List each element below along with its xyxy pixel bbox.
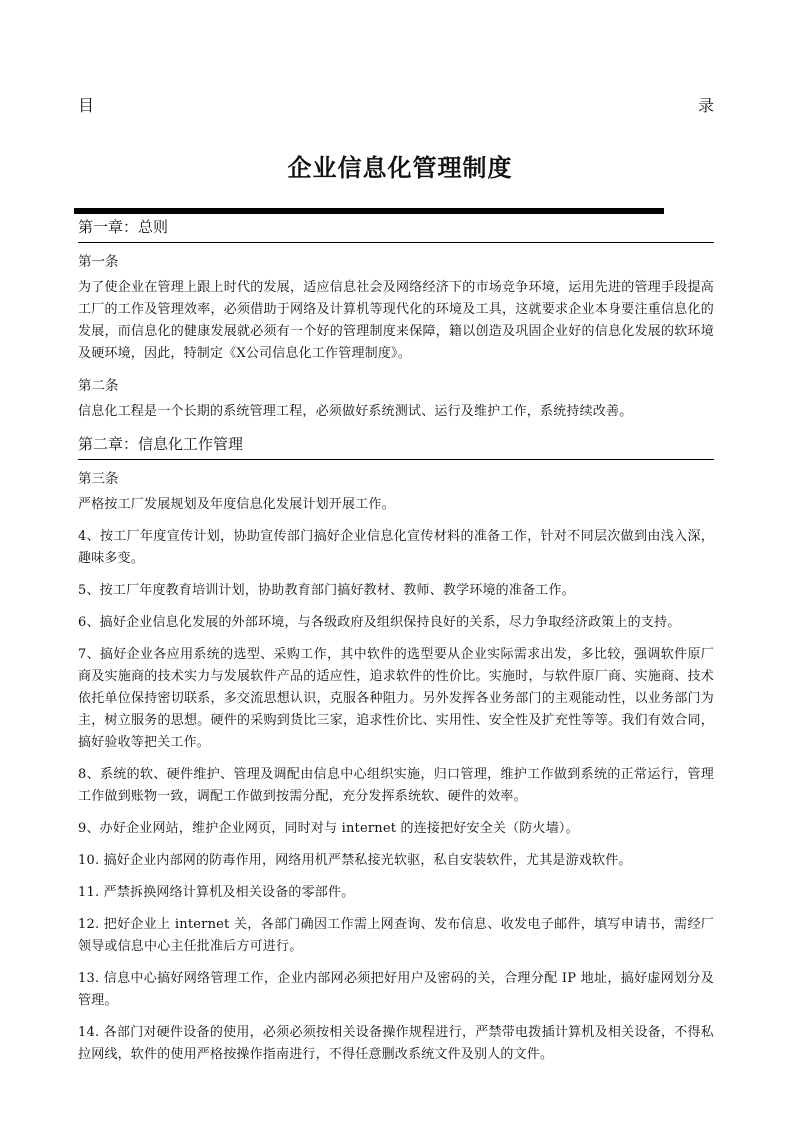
- table-of-contents-header: [78, 93, 714, 115]
- list-item: 10. 搞好企业内部网的防毒作用，网络用机严禁私接光软驱，私自安装软件，尤其是游戏软件。: [78, 853, 632, 868]
- toc-right-char: 录: [697, 96, 714, 115]
- list-item: 12. 把好企业上 internet 关，各部门确因工作需上网查询、发布信息、收发电子邮件，填写申请书，需经厂领导或信息中心主任批准后方可进行。: [78, 917, 714, 954]
- article-1-text: 为了使企业在管理上跟上时代的发展，适应信息社会及网络经济下的市场竞争环境，运用先进的管理手段提高工厂的工作及管理效率，必须借助于网络及计算机等现代化的环境及工具，这就要求企业本身要注重信息化的发展，而信息化的健康发展就必须有一个好的管理制度来保障，籍以创造及巩固企业好的信息化发展的软环境及硬环境，因此，特制定《X公司信息化工作管理制度》。: [78, 280, 714, 361]
- article-2-label: 第二条: [78, 378, 119, 394]
- list-item: 13. 信息中心搞好网络管理工作，企业内部网必须把好用户及密码的关，合理分配 IP 地址，搞好虚网划分及管理。: [78, 971, 714, 1008]
- title-divider: [74, 208, 664, 214]
- article-2-text: 信息化工程是一个长期的系统管理工程，必须做好系统测试、运行及维护工作，系统持续改善。: [78, 404, 633, 419]
- list-item: 9、办好企业网站，维护企业网页，同时对与 internet 的连接把好安全关（防火墙）。: [78, 821, 579, 836]
- list-item: 6、搞好企业信息化发展的外部环境，与各级政府及组织保持良好的关系，尽力争取经济政策上的支持。: [78, 615, 681, 630]
- article-3-text: 严格按工厂发展规划及年度信息化发展计划开展工作。: [78, 497, 395, 512]
- list-item: 5、按工厂年度教育培训计划，协助教育部门搞好教材、教师、教学环境的准备工作。: [78, 583, 575, 598]
- document-title: 企业信息化管理制度: [287, 154, 513, 182]
- list-item: 11. 严禁拆换网络计算机及相关设备的零部件。: [78, 885, 355, 900]
- list-item: 14. 各部门对硬件设备的使用，必须必须按相关设备操作规程进行，严禁带电拨插计算机及相关设备，不得私拉网线，软件的使用严格按操作指南进行，不得任意删改系统文件及别人的文件。: [78, 1025, 714, 1062]
- chapter-2-heading: 第二章：信息化工作管理: [78, 433, 714, 460]
- list-item: 4、按工厂年度宣传计划，协助宣传部门搞好企业信息化宣传材料的准备工作，针对不同层次做到由浅入深，趣味多变。: [78, 529, 714, 566]
- chapter-1-heading: 第一章：总则: [78, 216, 714, 243]
- toc-left-char: 目: [78, 96, 95, 115]
- article-1-label: 第一条: [78, 254, 119, 270]
- document-body: [78, 216, 714, 1076]
- article-3-label: 第三条: [78, 471, 119, 487]
- list-item: 8、系统的软、硬件维护、管理及调配由信息中心组织实施，归口管理，维护工作做到系统的正常运行，管理工作做到账物一致，调配工作做到按需分配，充分发挥系统软、硬件的效率。: [78, 767, 714, 804]
- list-item: 7、搞好企业各应用系统的选型、采购工作，其中软件的选型要从企业实际需求出发，多比较，强调软件原厂商及实施商的技术实力与发展软件产品的适应性，追求软件的性价比。实施时，与软件原厂商、实施商、技术依托单位保持密切联系，多交流思想认识，克服各种阻力。另外发挥各业务部门的主观能动性，以业务部门为主，树立服务的思想。硬件的采购到货比三家，追求性价比、实用性、安全性及扩充性等等。我们有效合同，搞好验收等把关工作。: [78, 647, 714, 750]
